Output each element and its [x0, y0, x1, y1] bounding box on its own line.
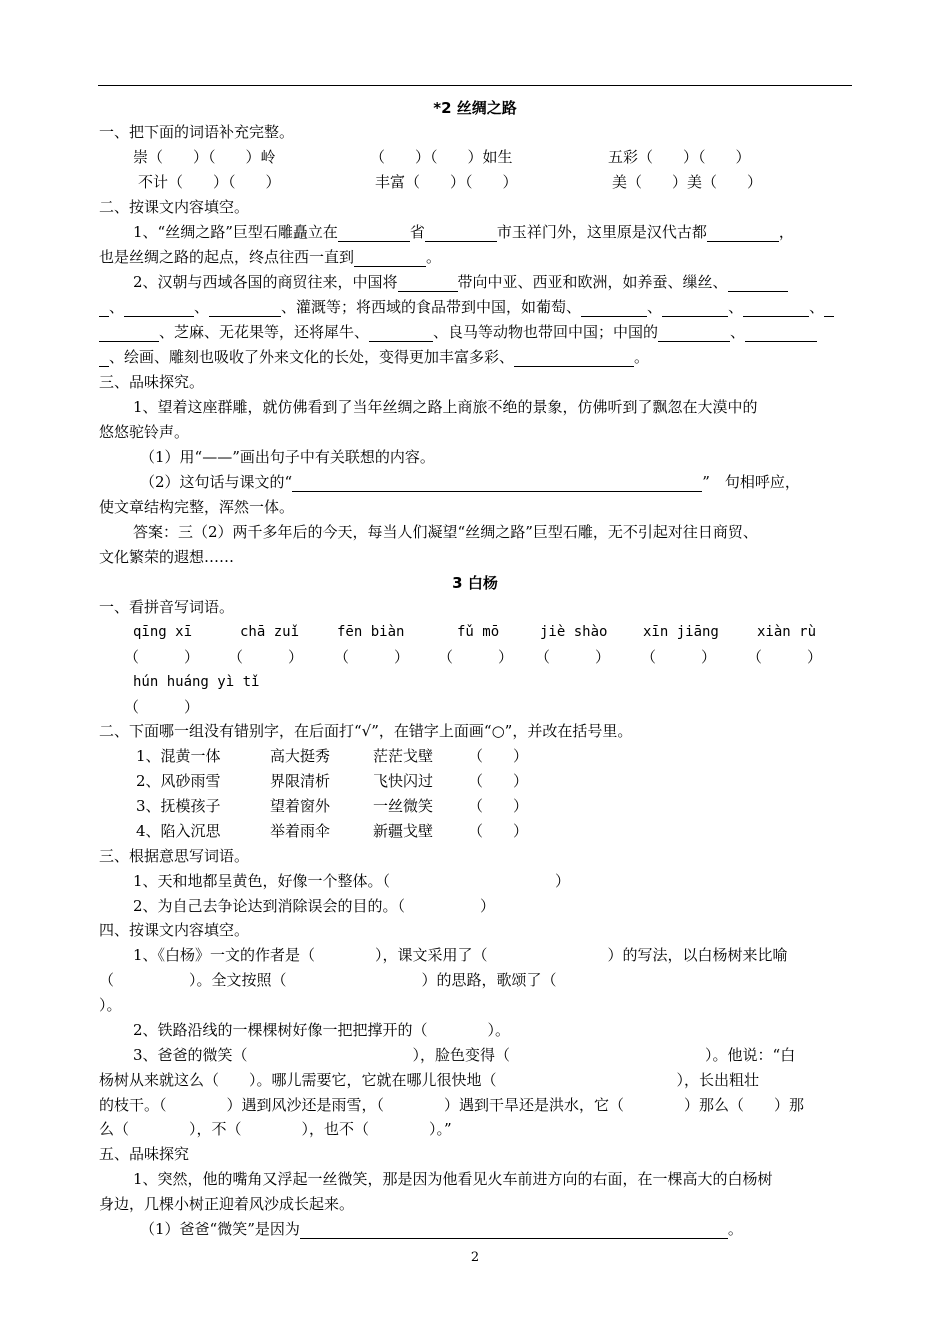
- word-group: 举着雨伞: [270, 822, 331, 840]
- paragraph-line: （2）这句话与课文的“ ” 句相呼应，: [140, 473, 800, 491]
- page-number: 2: [470, 1250, 480, 1265]
- word-group: 1、混黄一体: [136, 747, 221, 765]
- paragraph-line: 身边，几棵小树正迎着风沙成长起来。: [99, 1195, 355, 1213]
- lesson-title: *2 丝绸之路: [433, 99, 517, 117]
- fill-item: 不计（ ）（ ）: [138, 173, 281, 191]
- answer-paren: （ ）: [535, 648, 611, 666]
- word-group: 高大挺秀: [270, 747, 331, 765]
- word-group: （ ）: [468, 747, 529, 765]
- paragraph-line: 、芝麻、无花果等，还将犀牛、 、良马等动物也带回中国；中国的 、: [99, 323, 817, 342]
- word-group: 新疆戈壁: [373, 822, 434, 840]
- paragraph-line: 2、铁路沿线的一棵棵树好像一把把撑开的（ ）。: [133, 1021, 511, 1039]
- section-heading: 一、把下面的词语补充完整。: [99, 123, 295, 141]
- answer-paren: （ ）: [334, 648, 410, 666]
- pinyin: chā zuǐ: [240, 624, 300, 640]
- paragraph-line: （1）用“——”画出句子中有关联想的内容。: [140, 448, 435, 466]
- answer-paren: （ ）: [124, 648, 200, 666]
- pinyin: fēn biàn: [337, 624, 405, 640]
- answer-paren: （ ）: [124, 698, 200, 716]
- paragraph-line: 、绘画、雕刻也吸收了外来文化的长处，变得更加丰富多彩、 。: [99, 348, 649, 367]
- paragraph-line: 也是丝绸之路的起点，终点往西一直到 。: [99, 248, 442, 266]
- pinyin: xīn jiāng: [643, 624, 719, 640]
- paragraph-line: 使文章结构完整，浑然一体。: [99, 498, 295, 516]
- paragraph-line: （ ）。全文按照（ ）的思路，歌颂了（: [99, 971, 557, 989]
- paragraph-line: （1）爸爸“微笑”是因为 。: [140, 1220, 743, 1238]
- section-heading: 三、品味探究。: [99, 373, 205, 391]
- paragraph-line: 1、望着这座群雕，就仿佛看到了当年丝绸之路上商旅不绝的景象，仿佛听到了飘忽在大漠中的: [133, 398, 758, 416]
- answer-line: 答案：三（2）两千多年后的今天，每当人们凝望“丝绸之路”巨型石雕，无不引起对往日商贸、: [133, 523, 758, 541]
- paragraph-line: 么（ ），不（ ），也不（ ）。”: [99, 1120, 452, 1138]
- word-group: （ ）: [468, 772, 529, 790]
- lesson-title: 3 白杨: [452, 574, 498, 592]
- word-group: （ ）: [468, 822, 529, 840]
- paragraph-line: 、 、 、灌溉等；将西域的食品带到中国，如葡萄、 、 、 、: [99, 298, 834, 317]
- paragraph-line: 杨树从来就这么（ ）。哪儿需要它，它就在哪儿很快地（ ），长出粗壮: [99, 1071, 760, 1089]
- paragraph-line: ）。: [99, 996, 122, 1014]
- answer-paren: （ ）: [438, 648, 514, 666]
- word-group: 一丝微笑: [373, 797, 434, 815]
- word-group: 2、风砂雨雪: [136, 772, 221, 790]
- pinyin: fǔ mō: [457, 624, 500, 640]
- word-group: 4、陷入沉思: [136, 822, 221, 840]
- section-heading: 五、品味探究: [99, 1145, 190, 1163]
- section-heading: 一、看拼音写词语。: [99, 598, 235, 616]
- word-group: （ ）: [468, 797, 529, 815]
- answer-paren: （ ）: [747, 648, 823, 666]
- paragraph-line: 1、《白杨》一文的作者是（ ），课文采用了（ ）的写法，以白杨树来比喻: [133, 946, 788, 964]
- word-group: 茫茫戈壁: [373, 747, 434, 765]
- fill-item: （ ）（ ）如生: [370, 148, 513, 166]
- pinyin: hún huáng yì tǐ: [133, 674, 260, 690]
- paragraph-line: 的枝干。（ ）遇到风沙还是雨雪，（ ）遇到干旱还是洪水，它（ ）那么（ ）那: [99, 1096, 805, 1114]
- section-heading: 二、按课文内容填空。: [99, 198, 250, 216]
- paragraph-line: 2、为自己去争论达到消除误会的目的。（ ）: [133, 897, 496, 915]
- word-group: 望着窗外: [270, 797, 331, 815]
- answer-line: 文化繁荣的遐想……: [99, 548, 235, 566]
- paragraph-line: 1、突然，他的嘴角又浮起一丝微笑，那是因为他看见火车前进方向的右面，在一棵高大的白杨树: [133, 1170, 773, 1188]
- paragraph-line: 悠悠驼铃声。: [99, 423, 190, 441]
- answer-paren: （ ）: [228, 648, 304, 666]
- section-heading: 四、按课文内容填空。: [99, 921, 250, 939]
- word-group: 界限清析: [270, 772, 331, 790]
- paragraph-line: 3、爸爸的微笑（ ），脸色变得（ ）。他说：“白: [133, 1046, 796, 1064]
- word-group: 3、抚模孩子: [136, 797, 221, 815]
- pinyin: jiè shào: [540, 624, 608, 640]
- fill-item: 丰富（ ）（ ）: [375, 173, 518, 191]
- word-group: 飞快闪过: [373, 772, 434, 790]
- paragraph-line: 1、天和地都呈黄色，好像一个整体。（ ）: [133, 872, 571, 890]
- paragraph-line: 2、汉朝与西域各国的商贸往来，中国将 带向中亚、西亚和欧洲，如养蚕、缫丝、: [133, 273, 788, 292]
- paragraph-line: 1、“丝绸之路”巨型石雕矗立在 省 市玉祥门外，这里原是汉代古都 ，: [133, 223, 794, 241]
- section-heading: 三、根据意思写词语。: [99, 847, 250, 865]
- section-heading: 二、下面哪一组没有错别字，在后面打“√”，在错字上面画“○”，并改在括号里。: [99, 722, 633, 740]
- header-rule: [98, 85, 852, 86]
- fill-item: 美（ ）美（ ）: [612, 173, 763, 191]
- pinyin: qīng xī: [133, 624, 193, 640]
- answer-paren: （ ）: [641, 648, 717, 666]
- pinyin: xiàn rù: [757, 624, 817, 640]
- fill-item: 五彩（ ）（ ）: [608, 148, 751, 166]
- fill-item: 崇（ ）（ ）岭: [133, 148, 276, 166]
